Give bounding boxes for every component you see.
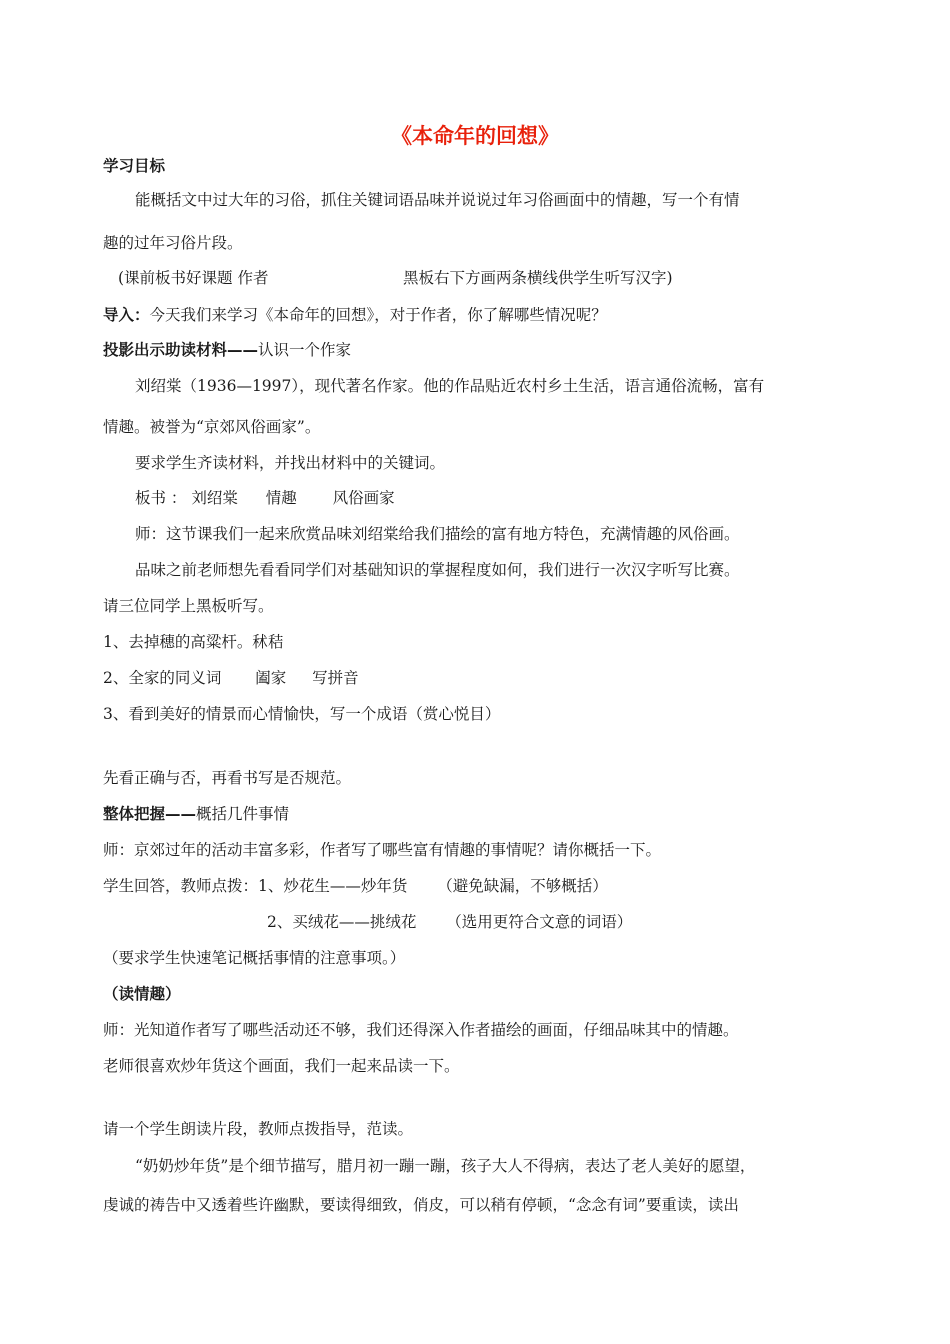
material-label: 投影出示助读材料—— [103,341,259,359]
list-item-2 [103,668,359,688]
list-item-2-text: 2、全家的同义词 [103,669,222,687]
answer-1-text: 学生回答，教师点拨：1、炒花生——炒年货 [103,877,408,895]
prep-note-left: (课前板书好课题 作者 [118,269,269,287]
board-label: 板书 ： [135,489,187,507]
document-title: 《本命年的回想》 [391,124,559,148]
answer-2-note: （选用更符合文意的词语） [446,913,633,931]
read-request: 要求学生齐读材料，并找出材料中的关键词。 [135,454,446,472]
material-text: 认识一个作家 [258,341,352,359]
grandma-line-2: 虔诚的祷告中又透着些许幽默，要读得细致，俏皮，可以稍有停顿，“念念有词”要重读，读出 [103,1196,739,1214]
overall-label: 整体把握—— [103,805,197,823]
intro-label: 导入： [103,306,150,324]
author-line-2: 情趣。被誉为“京郊风俗画家”。 [103,418,321,436]
intro-line [103,305,607,325]
answer-line-2 [267,912,632,932]
board-line [135,488,395,508]
material-line [103,340,351,360]
board-item: 刘绍棠 [191,489,238,507]
teacher-line-3: 师：京郊过年的活动丰富多彩，作者写了哪些富有情趣的事情呢？请你概括一下。 [103,841,662,859]
teacher-line-5: 老师很喜欢炒年货这个画面，我们一起来品读一下。 [103,1057,460,1075]
answer-1-note: （避免缺漏，不够概括） [437,877,608,895]
prep-note-right: 黑板右下方画两条横线供学生听写汉字) [403,269,673,287]
objective-line-1: 能概括文中过大年的习俗，抓住关键词语品味并说说过年习俗画面中的情趣，写一个有情 [135,191,740,209]
list-item-1: 1、去掉穗的高粱杆。秫秸 [103,633,284,651]
overall-line [103,804,289,824]
overall-text: 概括几件事情 [196,805,290,823]
author-line-1: 刘绍棠（1936—1997），现代著名作家。他的作品贴近农村乡土生活，语言通俗流畅，富有 [135,377,765,395]
teacher-line-4: 师：光知道作者写了哪些活动还不够，我们还得深入作者描绘的画面，仔细品味其中的情趣。 [103,1021,739,1039]
answer-line-1 [103,876,608,896]
note-line: （要求学生快速笔记概括事情的注意事项。） [103,949,406,967]
teacher-line-2b: 请三位同学上黑板听写。 [103,597,274,615]
list-item-3: 3、看到美好的情景而心情愉快，写一个成语（赏心悦目） [103,705,501,723]
check-line: 先看正确与否，再看书写是否规范。 [103,769,352,787]
objective-heading: 学习目标 [103,157,166,175]
teacher-line-1: 师：这节课我们一起来欣赏品味刘绍棠给我们描绘的富有地方特色，充满情趣的风俗画。 [135,525,740,543]
objective-line-2: 趣的过年习俗片段。 [103,234,243,252]
board-item: 风俗画家 [332,489,395,507]
board-item: 情趣 [265,489,297,507]
list-item-2-task: 写拼音 [312,669,359,687]
answer-2-text: 2、买绒花——挑绒花 [267,913,417,931]
grandma-line-1: “奶奶炒年货”是个细节描写，腊月初一蹦一蹦，孩子大人不得病，表达了老人美好的愿望， [135,1157,756,1175]
read-heading: （读情趣） [103,985,181,1003]
intro-text: 今天我们来学习《本命年的回想》，对于作者，你了解哪些情况呢？ [149,306,607,324]
student-read-line: 请一个学生朗读片段，教师点拨指导，范读。 [103,1120,414,1138]
list-item-2-word: 阖家 [255,669,287,687]
teacher-line-2a: 品味之前老师想先看看同学们对基础知识的掌握程度如何，我们进行一次汉字听写比赛。 [135,561,740,579]
